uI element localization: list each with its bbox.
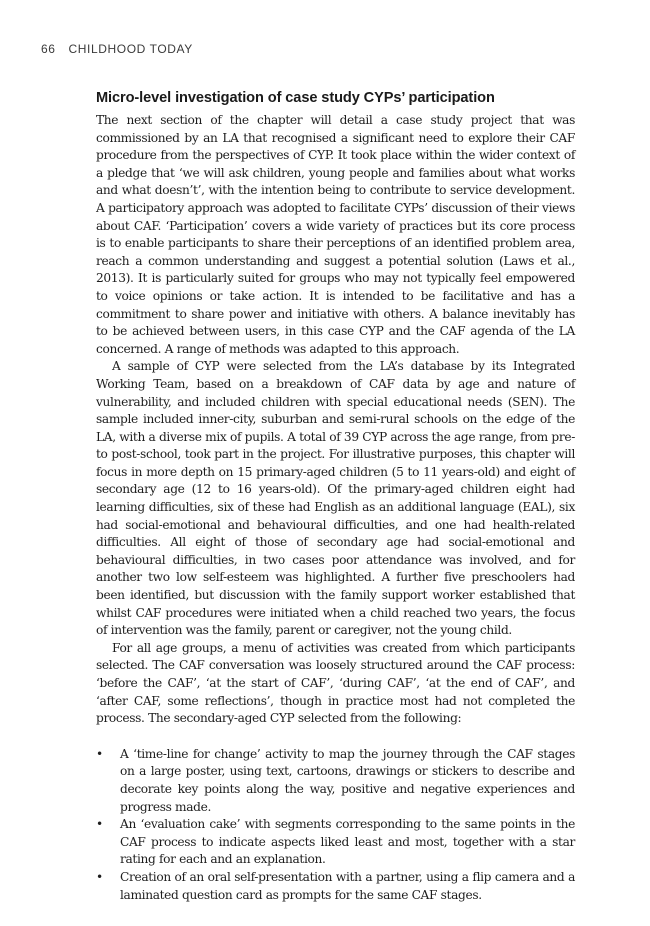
- bullet-icon: •: [96, 817, 103, 832]
- paragraph-activities: For all age groups, a menu of activities was created from which participants selected. The CAF conversation was loosely structured around the CAF process: ‘before the CAF’, ‘at the start of CAF’, ‘during CAF’, ‘at the end of CAF’, and ‘after CAF, some reflections’, though in practice most had not completed the process. The secondary-aged CYP selected from the following:: [96, 640, 575, 726]
- list-item: [96, 746, 575, 816]
- bullet-icon: •: [96, 746, 103, 761]
- running-head: [41, 42, 193, 56]
- list-item: [96, 816, 575, 869]
- section-heading: Micro-level investigation of case study CYPs’ participation: [96, 90, 495, 106]
- list-item-text: A ‘time-line for change’ activity to map the journey through the CAF stages on a large poster, using text, cartoons, drawings or stickers to describe and decorate key points along the way, positive and negative experiences and progress made.: [120, 746, 575, 814]
- list-item-text: An ‘evaluation cake’ with segments corresponding to the same points in the CAF process to indicate aspects liked least and most, together with a star rating for each and an explanation.: [120, 817, 575, 867]
- list-item-text: Creation of an oral self-presentation with a partner, using a flip camera and a laminated question card as prompts for the same CAF stages.: [120, 869, 575, 902]
- list-item: [96, 869, 575, 904]
- book-title: CHILDHOOD TODAY: [68, 42, 193, 56]
- main-text-block: [96, 90, 575, 904]
- activity-bullet-list: [96, 746, 575, 904]
- paragraph-sample: A sample of CYP were selected from the LA’s database by its Integrated Working Team, based on a breakdown of CAF data by age and nature of vulnerability, and included children with special educational needs (SEN). The sample included inner-city, suburban and semi-rural schools on the edge of the LA, with a diverse mix of pupils. A total of 39 CYP across the age range, from pre- to post-school, took part in the project. For illustrative purposes, this chapter will focus in more depth on 15 primary-aged children (5 to 11 years-old) and eight of secondary age (12 to 16 years-old). Of the primary-aged children eight had learning difficulties, six of these had English as an additional language (EAL), six had social-emotional and behavioural difficulties, and one had health-related difficulties. All eight of those of secondary age had social-emotional and behavioural difficulties, in two cases poor attendance was involved, and for another two low self-esteem was highlighted. A further five preschoolers had been identified, but discussion with the family support worker established that whilst CAF procedures were initiated when a child reached two years, the focus of intervention was the family, parent or caregiver, not the young child.: [96, 359, 575, 638]
- bullet-icon: •: [96, 869, 103, 884]
- paragraph-intro: The next section of the chapter will detail a case study project that was commissioned by an LA that recognised a significant need to explore their CAF procedure from the perspectives of CYP. It took place within the wider context of a pledge that ‘we will ask children, young people and families about what works and what doesn’t’, with the intention being to contribute to service development. A participatory approach was adopted to facilitate CYPs’ discussion of their views about CAF. ‘Participation’ covers a wide variety of practices but its core process is to enable participants to share their perceptions of an identified problem area, reach a common understanding and suggest a potential solution (Laws et al., 2013). It is particularly suited for groups who may not typically feel empowered to voice opinions or take action. It is intended to be facilitative and has a commitment to share power and initiative with others. A balance inevitably has to be achieved between users, in this case CYP and the CAF agenda of the LA concerned. A range of methods was adapted to this approach.: [96, 113, 575, 356]
- page-number: 66: [41, 42, 56, 56]
